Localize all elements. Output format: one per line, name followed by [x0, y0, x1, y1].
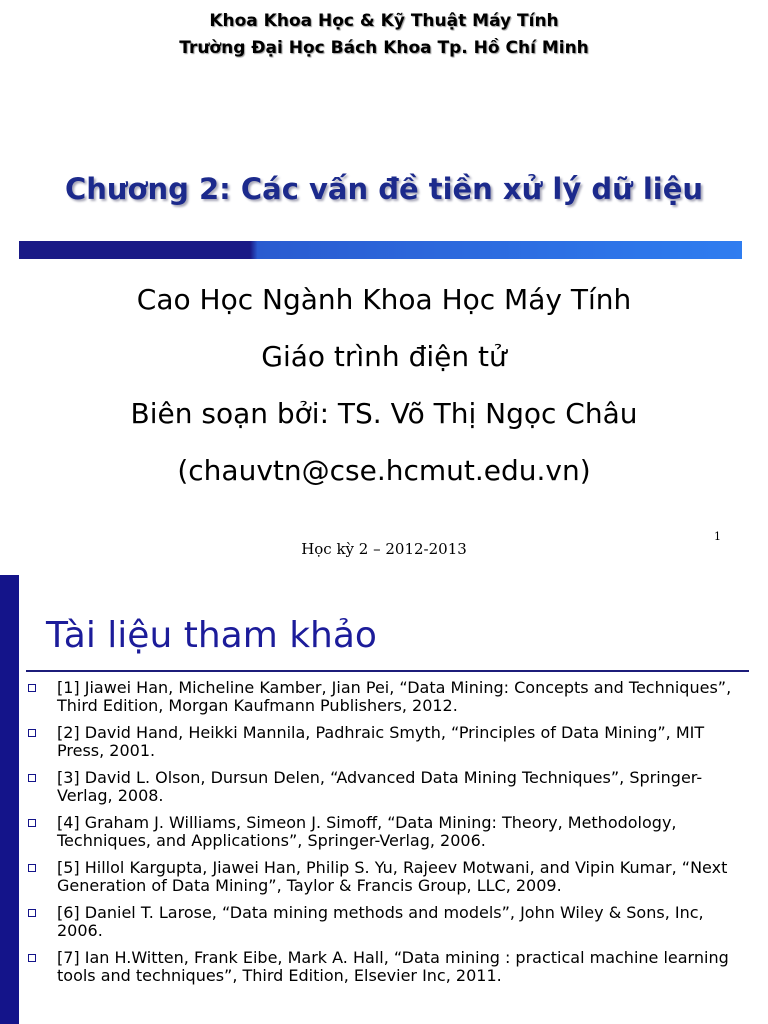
reference-text: [4] Graham J. Williams, Simeon J. Simoff, “Data Mining: Theory, Methodology, Techniques, and Applications”, Springer-Verlag, 2006. — [57, 813, 677, 850]
reference-text: [7] Ian H.Witten, Frank Eibe, Mark A. Hall, “Data mining : practical machine learning tools and techniques”, Third Edition, Elsevier Inc, 2011. — [57, 948, 729, 985]
square-bullet-icon — [28, 774, 36, 782]
institution-line-1: Khoa Khoa Học & Kỹ Thuật Máy Tính — [209, 11, 559, 31]
square-bullet-icon — [28, 909, 36, 917]
reference-item — [0, 679, 768, 715]
reference-item — [0, 904, 768, 940]
reference-item — [0, 814, 768, 850]
square-bullet-icon — [28, 684, 36, 692]
square-bullet-icon — [28, 864, 36, 872]
reference-list — [0, 679, 768, 994]
square-bullet-icon — [28, 819, 36, 827]
semester-label: Học kỳ 2 – 2012-2013 — [301, 540, 467, 558]
reference-text: [2] David Hand, Heikki Mannila, Padhraic Smyth, “Principles of Data Mining”, MIT Press, 2001. — [57, 723, 705, 760]
reference-item — [0, 859, 768, 895]
reference-text: [6] Daniel T. Larose, “Data mining methods and models”, John Wiley & Sons, Inc, 2006. — [57, 903, 704, 940]
institution-line-2: Trường Đại Học Bách Khoa Tp. Hồ Chí Minh — [179, 38, 589, 58]
references-slide — [0, 575, 768, 1024]
subtitle-email: (chauvtn@cse.hcmut.edu.vn) — [177, 454, 591, 487]
reference-item — [0, 949, 768, 985]
square-bullet-icon — [28, 729, 36, 737]
reference-text: [5] Hillol Kargupta, Jiawei Han, Philip S. Yu, Rajeev Motwani, and Vipin Kumar, “Next Generation of Data Mining”, Taylor & Francis Group, LLC, 2009. — [57, 858, 728, 895]
subtitle-program: Cao Học Ngành Khoa Học Máy Tính — [136, 283, 632, 316]
title-underline — [26, 670, 749, 672]
square-bullet-icon — [28, 954, 36, 962]
reference-text: [1] Jiawei Han, Micheline Kamber, Jian Pei, “Data Mining: Concepts and Techniques”, Third Edition, Morgan Kaufmann Publishers, 2012. — [57, 678, 732, 715]
reference-item — [0, 724, 768, 760]
title-divider-bar — [19, 241, 742, 259]
references-title: Tài liệu tham khảo — [46, 615, 377, 656]
subtitle-author: Biên soạn bởi: TS. Võ Thị Ngọc Châu — [130, 397, 638, 430]
subtitle-course-type: Giáo trình điện tử — [261, 340, 507, 373]
chapter-title: Chương 2: Các vấn đề tiền xử lý dữ liệu — [64, 172, 704, 206]
page-number: 1 — [714, 530, 721, 543]
reference-text: [3] David L. Olson, Dursun Delen, “Advanced Data Mining Techniques”, Springer-Verlag, 2008. — [57, 768, 703, 805]
reference-item — [0, 769, 768, 805]
